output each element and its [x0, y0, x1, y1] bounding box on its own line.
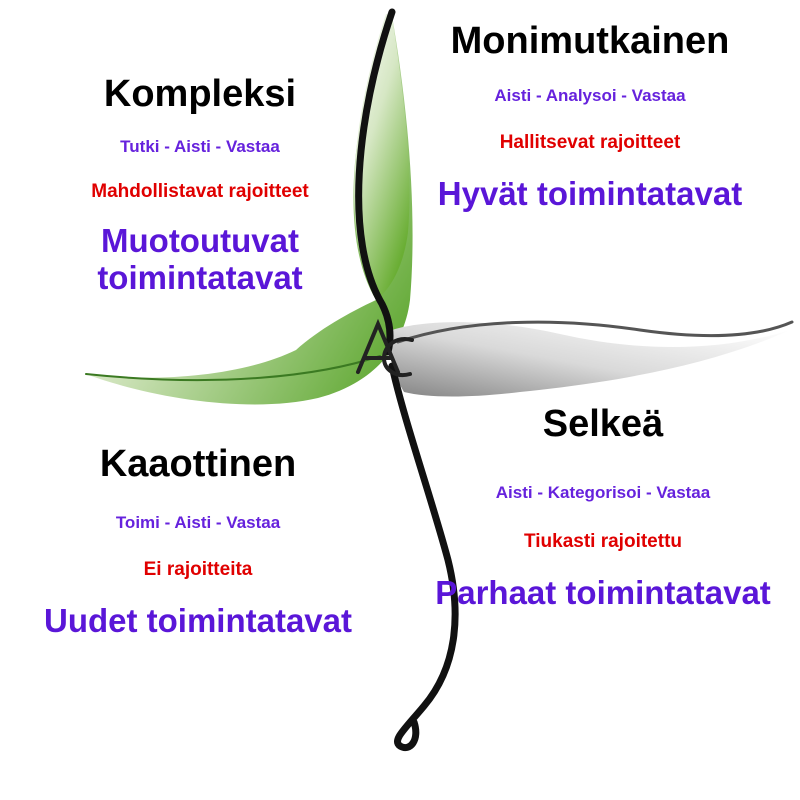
quadrant-chaotic-constraint: Ei rajoitteita: [143, 558, 253, 580]
quadrant-complicated-sense: Aisti - Analysoi - Vastaa: [494, 85, 686, 105]
quadrant-clear-constraint: Tiukasti rajoitettu: [523, 530, 682, 552]
quadrant-complicated-constraint: Hallitsevat rajoitteet: [499, 131, 681, 153]
quadrant-complex-practice: Muotoutuvat toimintatavat: [97, 221, 303, 296]
quadrant-complicated: [400, 22, 780, 213]
quadrant-complicated-title: Monimutkainen: [450, 20, 730, 62]
quadrant-complex-sense: Tutki - Aisti - Vastaa: [120, 136, 280, 156]
quadrant-clear-practice: Parhaat toimintatavat: [435, 573, 771, 611]
quadrant-clear-title: Selkeä: [542, 403, 664, 445]
quadrant-chaotic: [18, 445, 378, 640]
quadrant-complex: [20, 75, 380, 297]
quadrant-chaotic-title: Kaaottinen: [99, 443, 297, 485]
quadrant-chaotic-sense: Toimi - Aisti - Vastaa: [115, 512, 281, 532]
quadrant-complex-title: Kompleksi: [103, 73, 297, 115]
quadrant-clear: [418, 405, 788, 612]
quadrant-chaotic-practice: Uudet toimintatavat: [43, 601, 353, 639]
quadrant-clear-sense: Aisti - Kategorisoi - Vastaa: [495, 482, 711, 502]
quadrant-complicated-practice: Hyvät toimintatavat: [437, 174, 743, 212]
petal-clear: [391, 322, 791, 396]
quadrant-complex-constraint: Mahdollistavat rajoitteet: [91, 180, 309, 202]
